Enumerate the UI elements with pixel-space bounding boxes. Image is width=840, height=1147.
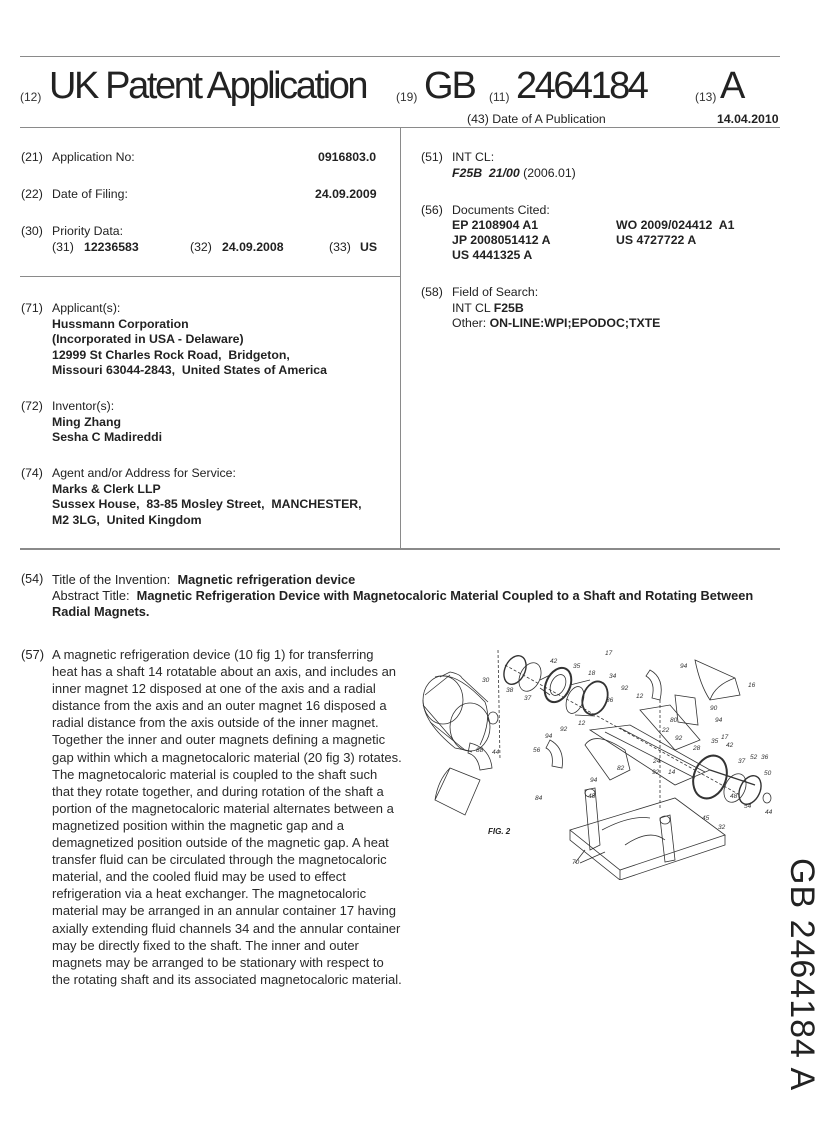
inid-code-30: (30)	[21, 224, 43, 238]
inid-code-13: (13)	[695, 90, 717, 104]
search-other-value: ON-LINE:WPI;EPODOC;TXTE	[489, 316, 661, 330]
application-number-value: 0916803.0	[318, 150, 377, 164]
inid-code-32: (32)	[190, 240, 212, 254]
figure-label: 14	[668, 769, 676, 776]
figure-label: 92	[652, 769, 660, 776]
inid-code-22: (22)	[21, 187, 43, 201]
figure-label: 88	[476, 747, 484, 754]
priority-country: US	[360, 240, 378, 254]
figure-label: 38	[506, 687, 514, 694]
agent-address-line-2: M2 3LG, United Kingdom	[52, 512, 202, 527]
inid-code-19: (19)	[396, 90, 418, 104]
side-publication-label	[782, 858, 822, 1128]
cited-document: US 4441325 A	[452, 248, 533, 262]
inid-code-31: (31)	[52, 240, 74, 254]
country-code: GB	[424, 65, 475, 107]
int-cl-version: (2006.01)	[523, 165, 576, 180]
inid-code-72: (72)	[21, 399, 43, 413]
figure-part-ring	[500, 652, 531, 688]
agent-address-line-1: Sussex House, 83-85 Mosley Street, MANCHESTER,	[52, 497, 362, 511]
figure-label: 22	[662, 727, 670, 734]
figure-part-outer-magnet	[435, 768, 480, 815]
figure-label: 42	[550, 658, 558, 665]
agent-name: Marks & Clerk LLP	[52, 481, 161, 496]
figure-label: 86	[606, 697, 614, 704]
cited-document: JP 2008051412 A	[452, 233, 551, 247]
biblio-bottom-rule	[20, 548, 780, 550]
figure-label: 45	[702, 815, 710, 822]
figure-label: 80	[670, 717, 678, 724]
priority-number: 12236583	[84, 240, 139, 254]
applicant-incorporation: (Incorporated in USA - Delaware)	[52, 332, 244, 346]
cited-document: US 4727722 A	[616, 233, 697, 247]
document-type-title: UK Patent Application	[49, 65, 367, 107]
header-top-rule	[20, 56, 780, 57]
figure-label: 92	[675, 735, 683, 742]
abstract-text: A magnetic refrigeration device (10 fig 1) for transferring heat has a shaft 14 rotatable about an axis, and includes an inner magnet 12 disposed at one of the axis and a radial distance from the axis and an outer magnet 16 disposed a radial distance from the axis outside of the inner magnet. Together the inner and outer magnets defining a magnetic gap within which a magnetocaloric material (20 fig 3) rotates. The magnetocaloric material is coupled to the shaft such that they rotate together, and during rotation of the shaft a portion of the magnetocaloric material alternates between a magnetized position within the magnetic gap and a demagnetized position outside of the magnetic gap. A heat transfer fluid can be circulated through the magnetocaloric material, and the cooled fluid may be used to effect refrigeration via a heat exchanger. The magnetocaloric material may be arranged in an annular container 17 having axially extending fluid channels 34 and the annular container may be directly fixed to the shaft. The inner and outer magnets may be arranged to be stationary with respect to the rotating shaft and its associated magnetocaloric material.	[52, 647, 402, 987]
priority-date: 24.09.2008	[222, 240, 284, 254]
inid-code-71: (71)	[21, 301, 43, 315]
figure-part-cylinder	[423, 672, 498, 752]
filing-date-label: Date of Filing:	[52, 187, 128, 201]
figure-label: 52	[750, 754, 758, 761]
figure-reference-labels	[476, 650, 773, 866]
figure-label: 28	[693, 745, 701, 752]
agent-label: Agent and/or Address for Service:	[52, 466, 236, 480]
filing-date-value: 24.09.2009	[315, 187, 377, 201]
figure-label: 92	[621, 685, 629, 692]
inid-code-54: (54)	[21, 572, 44, 586]
figure-label: 92	[560, 726, 568, 733]
figure-part-bearing	[687, 751, 732, 803]
figure-label: 37	[524, 695, 532, 702]
figure-part-magnet-segment	[646, 670, 661, 700]
figure-label: 44	[492, 749, 500, 756]
figure-label: 90	[710, 705, 718, 712]
figure-label: 12	[578, 720, 586, 727]
figure-part-ring	[720, 770, 751, 806]
inid-code-74: (74)	[21, 466, 43, 480]
documents-cited-label: Documents Cited:	[452, 203, 550, 217]
column-divider	[400, 127, 401, 548]
inventor-name: Ming Zhang	[52, 414, 121, 429]
cited-document: WO 2009/024412 A1	[616, 218, 735, 232]
title-label: Title of the Invention:	[52, 572, 171, 587]
figure-part-outer-magnet	[695, 660, 740, 700]
figure-part-magnet-segment	[546, 740, 563, 768]
inventor-label: Inventor(s):	[52, 399, 115, 413]
figure-label: 54	[744, 803, 752, 810]
figure-label: 44	[765, 809, 773, 816]
cited-document: EP 2108904 A1	[452, 218, 539, 232]
search-int-cl-value: F25B	[493, 300, 524, 315]
inid-code-56: (56)	[421, 203, 443, 217]
side-publication-text: GB 2464184 A	[783, 858, 821, 1092]
figure-label: 37	[738, 758, 746, 765]
int-cl-class: F25B 21/00	[452, 165, 520, 180]
applicant-label: Applicant(s):	[52, 301, 121, 315]
search-other-prefix: Other:	[452, 316, 490, 330]
figure-part-nut	[763, 793, 771, 803]
figure-label: 17	[605, 650, 613, 657]
figure-label: 94	[590, 777, 598, 784]
figure-label: 35	[711, 738, 719, 745]
left-section-rule	[20, 276, 400, 277]
invention-title: Magnetic refrigeration device	[177, 572, 356, 587]
figure-label: 16	[748, 682, 756, 689]
figure-label: 82	[617, 765, 625, 772]
inid-code-58: (58)	[421, 285, 443, 299]
figure-part-magnet-segment	[675, 695, 698, 725]
patent-figure-drawing	[410, 640, 780, 880]
figure-axis-line	[498, 650, 500, 760]
figure-label: 42	[726, 742, 734, 749]
figure-label: 70	[572, 859, 580, 866]
figure-label: 94	[715, 717, 723, 724]
publication-number: 2464184	[516, 65, 647, 107]
application-number-label: Application No:	[52, 150, 135, 164]
figure-label: 24	[653, 758, 661, 765]
figure-label: 94	[545, 733, 553, 740]
publication-date: 14.04.2010	[717, 112, 779, 126]
figure-label: 34	[609, 673, 617, 680]
inid-code-11: (11)	[489, 90, 510, 104]
inid-code-33: (33)	[329, 240, 351, 254]
figure-label: 17	[721, 734, 729, 741]
figure-label: 84	[535, 795, 543, 802]
int-cl-label: INT CL:	[452, 150, 495, 164]
figure-label: 18	[588, 670, 596, 677]
applicant-address-line-1: 12999 St Charles Rock Road, Bridgeton,	[52, 347, 290, 362]
figure-label: 30	[482, 677, 490, 684]
applicant-name: Hussmann Corporation	[52, 316, 189, 331]
figure-label: 45	[588, 793, 596, 800]
inid-code-21: (21)	[21, 150, 43, 164]
figure-label: 35	[573, 663, 581, 670]
inid-code-12: (12)	[20, 90, 42, 104]
figure-label: 56	[533, 747, 541, 754]
figure-part-ring	[515, 659, 546, 695]
figure-part-base	[570, 788, 725, 880]
inid-code-57: (57)	[21, 647, 45, 662]
figure-label: 48	[730, 793, 738, 800]
figure-label: 36	[761, 754, 769, 761]
priority-data-label: Priority Data:	[52, 224, 124, 238]
figure-caption: FIG. 2	[488, 827, 511, 836]
inid-code-51: (51)	[421, 150, 443, 164]
search-int-cl-prefix: INT CL	[452, 300, 494, 315]
kind-code: A	[720, 65, 744, 107]
publication-date-label: (43) Date of A Publication	[467, 112, 606, 126]
figure-label: 94	[680, 663, 688, 670]
abstract-title-label: Abstract Title:	[52, 588, 130, 603]
abstract-title: Magnetic Refrigeration Device with Magnetocaloric Material Coupled to a Shaft and Rotating Between Radial Magnets.	[52, 588, 754, 619]
figure-label: 50	[764, 770, 772, 777]
figure-label: 12	[636, 693, 644, 700]
field-of-search-label: Field of Search:	[452, 285, 539, 299]
inventor-name: Sesha C Madireddi	[52, 430, 163, 444]
figure-label: 32	[718, 824, 726, 831]
applicant-address-line-2: Missouri 63044-2843, United States of America	[52, 363, 327, 377]
